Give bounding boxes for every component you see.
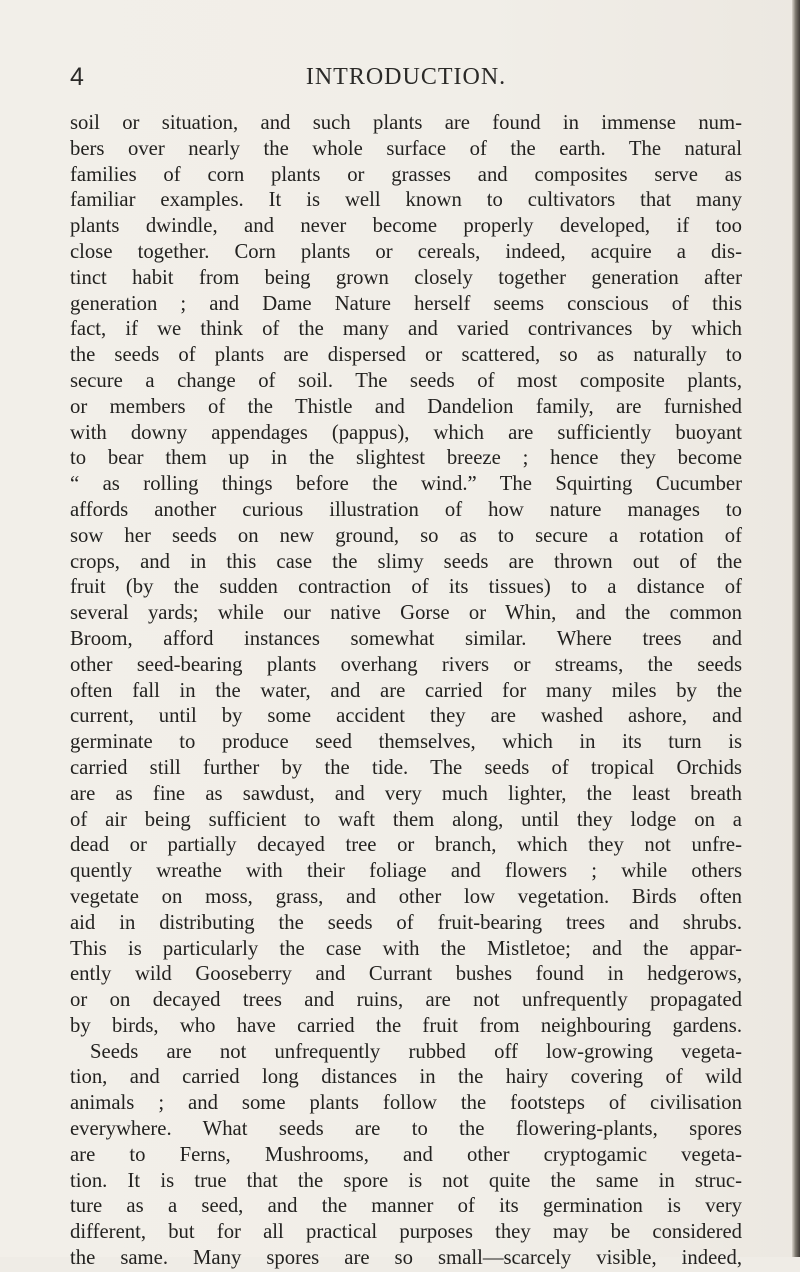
text-line: This is particularly the case with the Mistletoe; and the appar- (70, 937, 742, 960)
text-line: fruit (by the sudden contraction of its tissues) to a distance of (70, 576, 742, 599)
running-head: INTRODUCTION. (305, 64, 507, 90)
text-line: dead or partially decayed tree or branch, which they not unfre- (70, 834, 742, 857)
text-line: bers over nearly the whole surface of the earth. The natural (70, 137, 742, 160)
text-line: plants dwindle, and never become properly developed, if too (70, 215, 742, 238)
text-line: close together. Corn plants or cereals, indeed, acquire a dis- (70, 240, 742, 263)
text-line: aid in distributing the seeds of fruit-bearing trees and shrubs. (70, 911, 742, 934)
text-line: to bear them up in the slightest breeze ; hence they become (70, 447, 742, 470)
text-line: tinct habit from being grown closely together generation after (70, 266, 742, 289)
page-edge-shadow (792, 0, 800, 1257)
body-text (70, 111, 742, 1272)
text-line: often fall in the water, and are carried for many miles by the (70, 679, 742, 702)
text-line: other seed-bearing plants overhang rivers or streams, the seeds (70, 653, 742, 676)
text-line: germinate to produce seed themselves, which in its turn is (70, 731, 742, 754)
text-line: the seeds of plants are dispersed or scattered, so as naturally to (70, 344, 742, 367)
text-line: fact, if we think of the many and varied contrivances by which (70, 318, 742, 341)
text-line: different, but for all practical purposes they may be considered (70, 1221, 742, 1244)
text-line: secure a change of soil. The seeds of most composite plants, (70, 369, 742, 392)
text-line: of air being sufficient to waft them along, until they lodge on a (70, 808, 742, 831)
text-line: several yards; while our native Gorse or Whin, and the common (70, 602, 742, 625)
text-line: current, until by some accident they are washed ashore, and (70, 705, 742, 728)
text-line: or members of the Thistle and Dandelion family, are furnished (70, 395, 742, 418)
text-line: soil or situation, and such plants are found in immense num- (70, 112, 742, 134)
text-line: generation ; and Dame Nature herself seems conscious of this (70, 292, 742, 315)
text-line: quently wreathe with their foliage and flowers ; while others (70, 860, 742, 883)
text-line: affords another curious illustration of how nature manages to (70, 498, 742, 521)
text-line: sow her seeds on new ground, so as to secure a rotation of (70, 524, 742, 547)
page-number: 4 (70, 63, 84, 91)
text-line: everywhere. What seeds are to the flowering-plants, spores (70, 1118, 742, 1141)
text-line: crops, and in this case the slimy seeds are thrown out of the (70, 550, 742, 573)
text-line: ently wild Gooseberry and Currant bushes found in hedgerows, (70, 963, 742, 986)
page-header (70, 60, 742, 94)
text-line: tion. It is true that the spore is not quite the same in struc- (70, 1169, 742, 1192)
text-line: “ as rolling things before the wind.” The Squirting Cucumber (70, 473, 742, 496)
text-line: animals ; and some plants follow the footsteps of civilisation (70, 1092, 742, 1115)
text-line: Seeds are not unfrequently rubbed off low-growing vegeta- (90, 1040, 742, 1063)
text-line: are to Ferns, Mushrooms, and other cryptogamic vegeta- (70, 1143, 742, 1166)
text-line: Broom, afford instances somewhat similar. Where trees and (70, 627, 742, 650)
text-line: ture as a seed, and the manner of its germination is very (70, 1195, 742, 1218)
text-line: are as fine as sawdust, and very much lighter, the least breath (70, 782, 742, 805)
text-line: by birds, who have carried the fruit from neighbouring gardens. (70, 1014, 742, 1037)
text-line: carried still further by the tide. The seeds of tropical Orchids (70, 756, 742, 779)
text-line: families of corn plants or grasses and composites serve as (70, 163, 742, 186)
text-line: or on decayed trees and ruins, are not unfrequently propagated (70, 989, 742, 1012)
text-line: vegetate on moss, grass, and other low vegetation. Birds often (70, 885, 742, 908)
text-line: with downy appendages (pappus), which are sufficiently buoyant (70, 421, 742, 444)
text-line: tion, and carried long distances in the hairy covering of wild (70, 1066, 742, 1089)
text-line: familiar examples. It is well known to cultivators that many (70, 189, 742, 212)
text-line: the same. Many spores are so small—scarcely visible, indeed, (70, 1247, 742, 1270)
